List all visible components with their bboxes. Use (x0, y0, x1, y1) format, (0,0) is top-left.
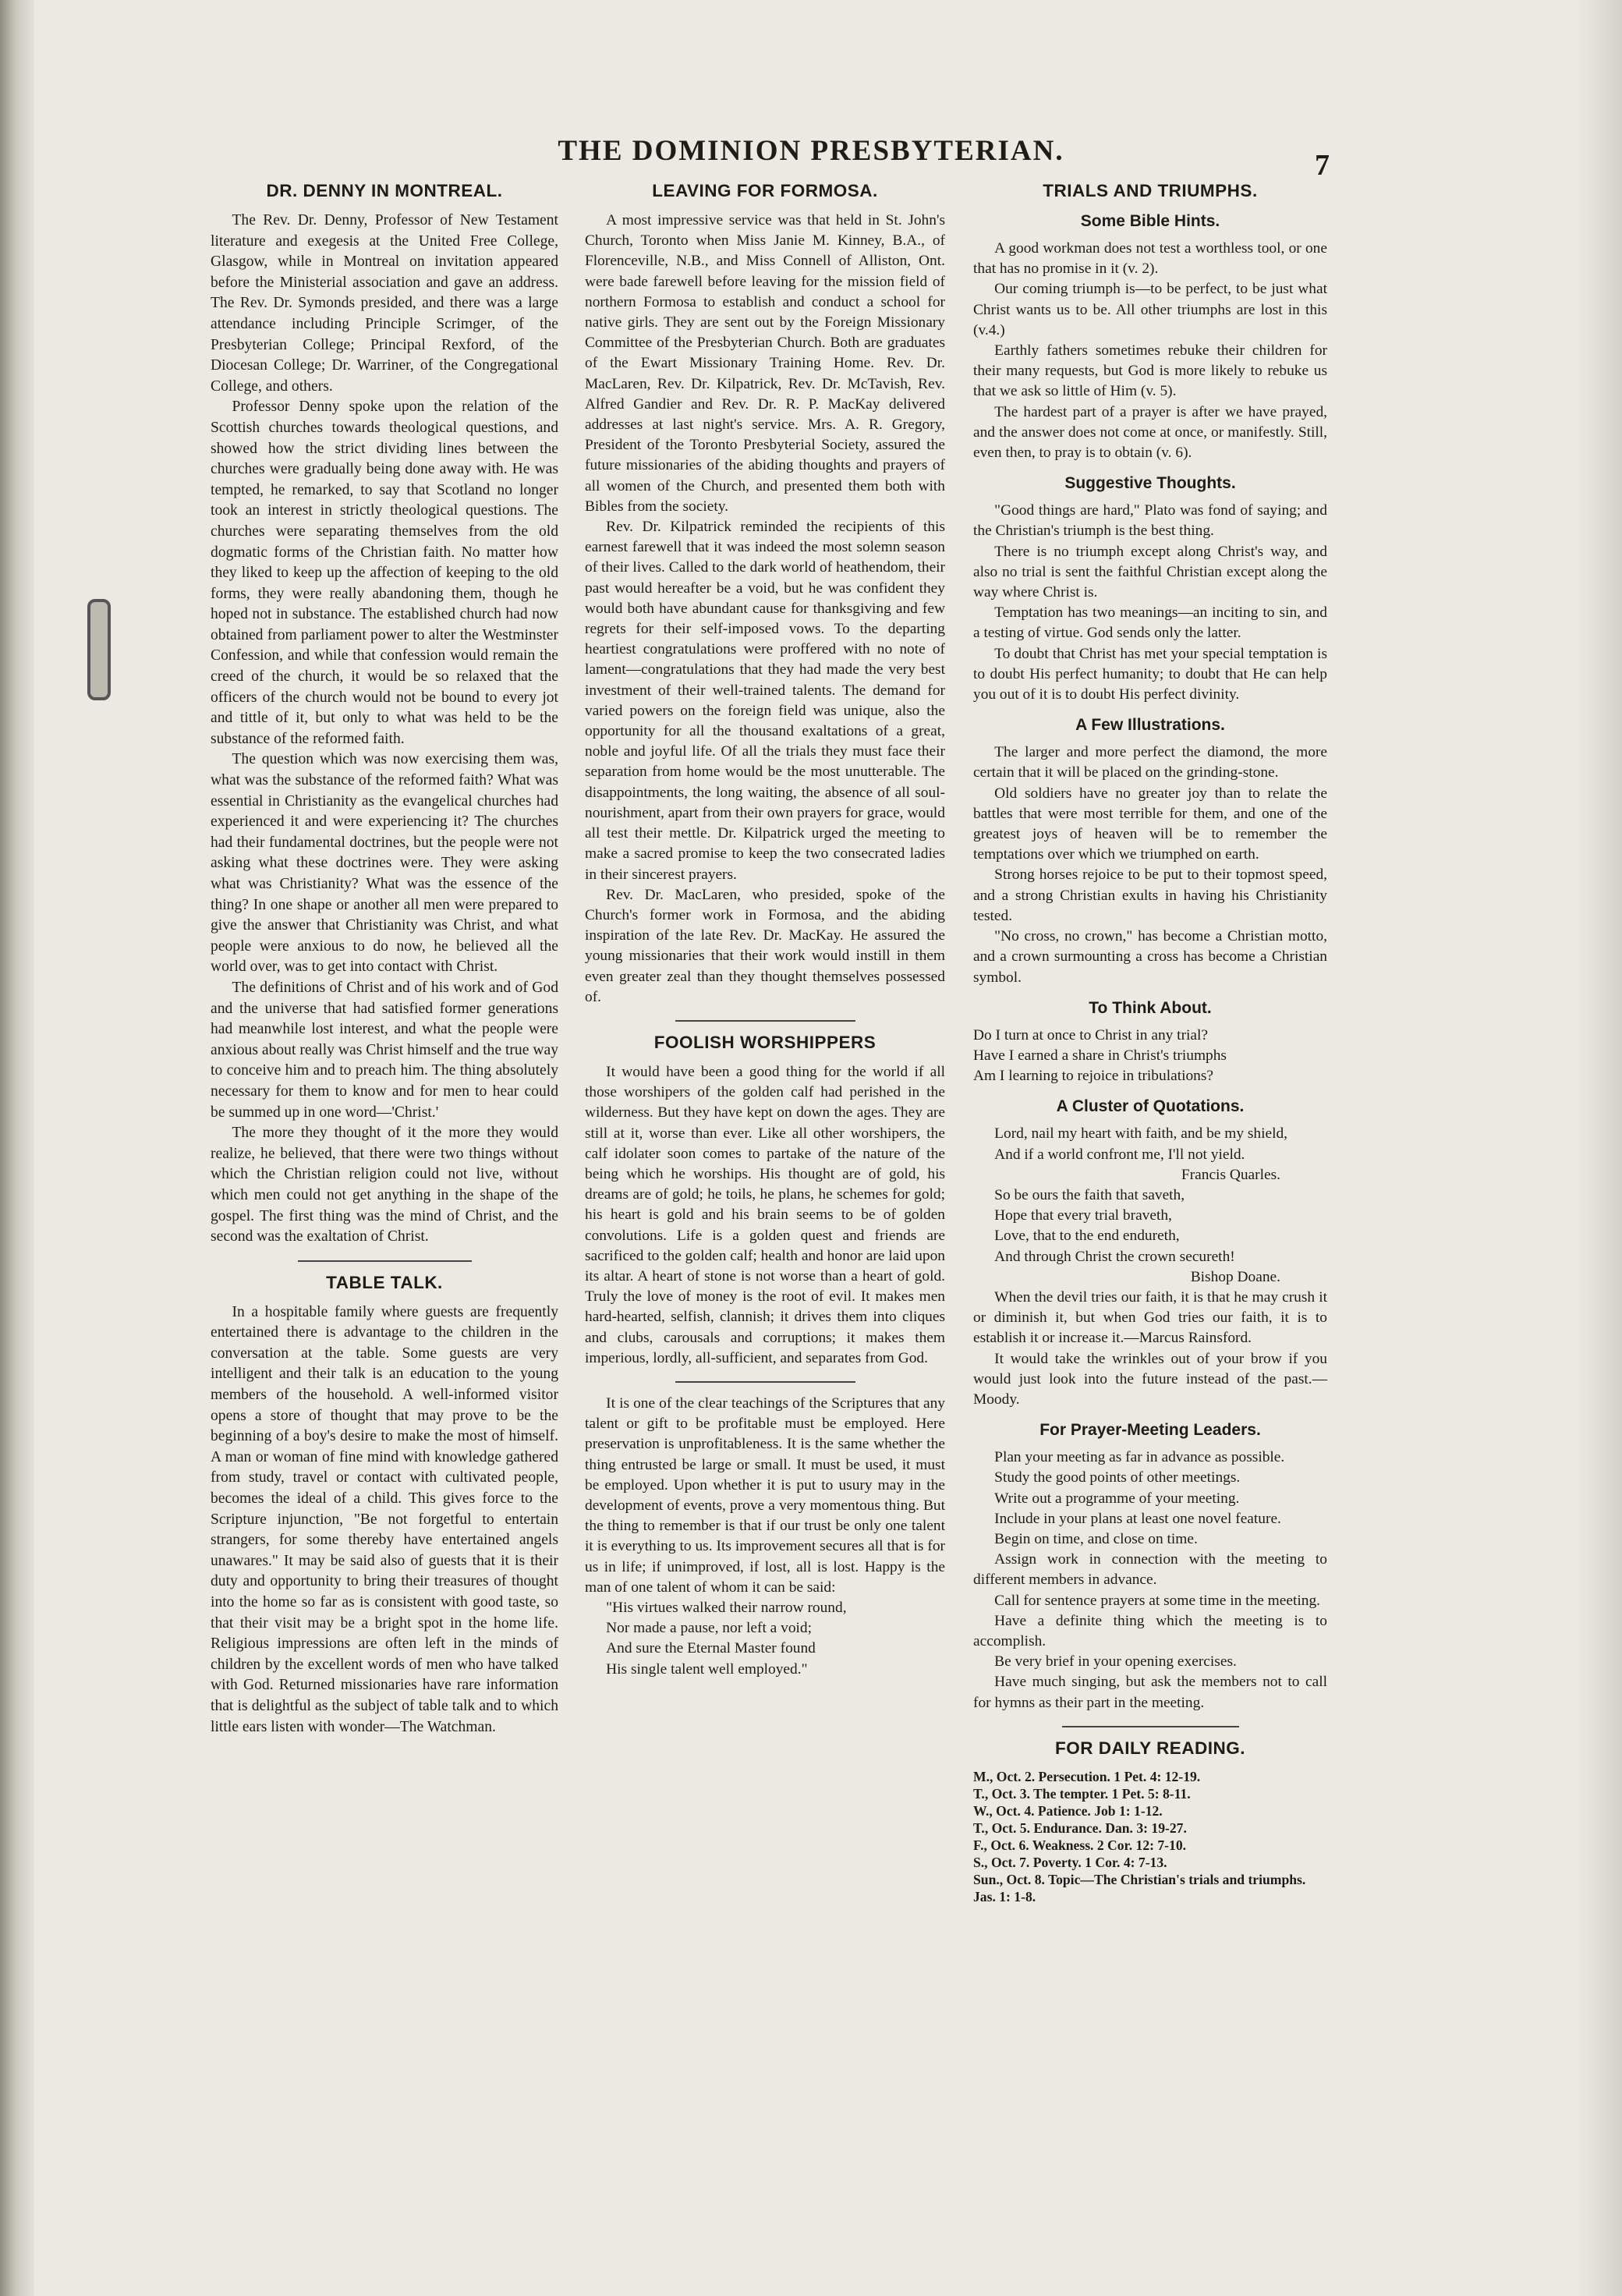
paragraph: A most impressive service was that held in St. John's Church, Toronto when Miss Janie M. Kinney, B.A., of Florenceville, N.B., and Miss Connell of Alliston, Ont. were bade farewell before leaving for the mission field of northern Formosa to establish and conduct a school for native girls. They are sent out by the Foreign Missionary Committee of the Presbyterian Church. Both are graduates of the Ewart Missionary Training Home. Rev. Dr. MacLaren, Rev. Dr. Kilpatrick, Rev. Dr. McTavish, Rev. Alfred Gandier and Rev. Dr. R. P. MacKay delivered addresses at last night's service. Mrs. A. R. Gregory, President of the Toronto Presbyterial Society, assured the future missionaries of the abiding thoughts and prayers of all women of the Church, and presented them both with Bibles from the society. (585, 212, 945, 515)
paragraph: In a hospitable family where guests are frequently entertained there is advantage to the children in the conversation at the table. Some guests are very intelligent and their talk is an education to the young members of the household. A well-informed visitor opens a store of thought that may prove to be the beginning of a boy's desire to make the most of himself. A man or woman of fine mind with knowledge gathered from study, travel or contact with cultivated people, becomes the ideal of a child. This gives force to the Scripture injunction, "Be not forgetful to entertain strangers, for some thereby have entertained angels unawares." It may be said also of guests that it is their duty and opportunity to bring their treasures of thought into the home so far as is consistent with good taste, so that their visit may be a bright spot in the home life. Religious impressions are often left in the minds of children by the excellent words of men who have talked with God. Returned missionaries have rare information that is delightful as the subject of table talk and to which little ears listen with wonder—The Watchman. (211, 1303, 558, 1735)
binder-clip (87, 599, 111, 700)
paragraph: The hardest part of a prayer is after we have prayed, and the answer does not come at once, or manifestly. Still, even then, to pray is to obtain (v. 6). (973, 403, 1327, 462)
paragraph: There is no triumph except along Christ's way, and also no trial is sent the faithful Christian except along the way where Christ is. (973, 543, 1327, 601)
paragraph: Earthly fathers sometimes rebuke their children for their many requests, but God is more likely to rebuke us that we ask so little of Him (v. 5). (973, 342, 1327, 400)
verse-line: "His virtues walked their narrow round, (606, 1600, 847, 1616)
reading-item: S., Oct. 7. Poverty. 1 Cor. 4: 7-13. (973, 1854, 1167, 1870)
article-title-denny: DR. DENNY IN MONTREAL. (266, 181, 503, 200)
paragraph: The question which was now exercising them was, what was the substance of the reformed faith? What was essential in Christianity as the evangelical churches had experienced it and were experiencing it? The churches had their fundamental doctrines, but the people were not asking what these doctrines were. They were asking what was Christianity? What was the essence of the thing? In one shape or another all men were prepared to give the answer that Christianity was Christ, and what people were anxious to do now, he believed all the world over, was to get into contact with Christ. (211, 751, 558, 976)
paragraph: Temptation has two meanings—an inciting to sin, and a testing of virtue. God sends only the latter. (973, 604, 1327, 642)
column-2 (585, 175, 945, 1680)
verse-line: Love, that to the end endureth, (994, 1228, 1180, 1245)
reading-item: T., Oct. 5. Endurance. Dan. 3: 19-27. (973, 1819, 1187, 1836)
paragraph: It would take the wrinkles out of your brow if you would just look into the future instead of the past.—Moody. (973, 1350, 1327, 1408)
divider (675, 1020, 855, 1022)
paragraph: The definitions of Christ and of his work and of God and the universe that had satisfied former generations had meanwhile lost interest, and what the people were anxious about really was Christ himself and the true way to conceive him and to preach him. The thing absolutely necessary for them to know and for men to hear could be summed up in one word—'Christ.' (211, 979, 558, 1121)
verse-line: And if a world confront me, I'll not yield. (994, 1146, 1245, 1163)
reading-item: W., Oct. 4. Patience. Job 1: 1-12. (973, 1802, 1163, 1819)
article-title-table-talk: TABLE TALK. (326, 1272, 443, 1292)
section-title-prayer-meeting: For Prayer-Meeting Leaders. (1039, 1421, 1261, 1440)
section-title-suggestive: Suggestive Thoughts. (1064, 474, 1236, 493)
paragraph: Strong horses rejoice to be put to their topmost speed, and a strong Christian exults in having his Christianity tested. (973, 866, 1327, 924)
section-title-quotations: A Cluster of Quotations. (1056, 1097, 1245, 1116)
verse-line: Hope that every trial braveth, (994, 1207, 1172, 1224)
paragraph: The more they thought of it the more they would realize, he believed, that there were two things without which the Christian religion could not live, without which men could not get anything in the shape of the gospel. The first thing was the mind of Christ, and the second was the exaltation of Christ. (211, 1125, 558, 1245)
paragraph: Be very brief in your opening exercises. (994, 1653, 1237, 1671)
paragraph: It would have been a good thing for the world if all those worshipers of the golden calf had perished in the wilderness. But they have kept on down the ages. They are still at it, worse than ever. Like all other worshipers, the calf idolater soon comes to partake of the nature of the being which he worships. His thought are of gold, his dreams are of gold; he toils, he plans, he schemes for gold; his heart is gold and his brain seems to be of golden convolutions. Life is a golden quest and friends are sacrificed to the golden calf; health and honor are laid upon its altar. A heart of stone is not worse than a heart of gold. Truly the love of money is the root of evil. It makes men hard-hearted, selfish, clannish; it drives them into cliques and clubs, carousals and corruptions; it makes them imperious, lordly, all-sufficient, and separates from God. (585, 1063, 945, 1366)
divider (675, 1381, 855, 1383)
question: Have I earned a share in Christ's triumphs (973, 1047, 1227, 1064)
verse-line: His single talent well employed." (606, 1660, 808, 1678)
question: Am I learning to rejoice in tribulations? (973, 1068, 1214, 1085)
verse-line: And sure the Eternal Master found (606, 1640, 816, 1657)
reading-item: M., Oct. 2. Persecution. 1 Pet. 4: 12-19. (973, 1768, 1201, 1784)
verse-line: Lord, nail my heart with faith, and be my shield, (994, 1125, 1288, 1143)
article-title-foolish-worshippers: FOOLISH WORSHIPPERS (653, 1032, 877, 1052)
paragraph: Have a definite thing which the meeting is to accomplish. (973, 1612, 1327, 1649)
quote-attribution: Bishop Doane. (1190, 1268, 1280, 1285)
paragraph: Call for sentence prayers at some time in the meeting. (994, 1592, 1320, 1609)
paragraph: Assign work in connection with the meeting to different members in advance. (973, 1551, 1327, 1589)
divider (298, 1260, 472, 1262)
paragraph: When the devil tries our faith, it is that he may crush it or diminish it, but when God tries our faith, it is to establish it or increase it.—Marcus Rainsford. (973, 1288, 1327, 1347)
paragraph: "Good things are hard," Plato was fond of saying; and the Christian's triumph is the best thing. (973, 502, 1327, 540)
question: Do I turn at once to Christ in any trial? (973, 1026, 1209, 1043)
section-title-think-about: To Think About. (1089, 998, 1212, 1017)
paragraph: Plan your meeting as far in advance as possible. (994, 1449, 1285, 1466)
paragraph: It is one of the clear teachings of the Scriptures that any talent or gift to be profitable must be employed. Here preservation is unprofitableness. It is the same whether the thing entrusted be large or small. It must be used, it must be employed. Upon whether it is put to usury may in the development of events, prove a very momentous thing. But the thing to remember is that if our trust be only one talent it is everything to us. Its improvement secures all that is for us in life; if unimproved, if lost, all is lost. Happy is the man of one talent of whom it can be said: (585, 1394, 945, 1596)
article-title-formosa: LEAVING FOR FORMOSA. (652, 181, 878, 200)
reading-item: F., Oct. 6. Weakness. 2 Cor. 12: 7-10. (973, 1837, 1187, 1853)
paragraph: Begin on time, and close on time. (994, 1530, 1198, 1547)
section-title-illustrations: A Few Illustrations. (1075, 716, 1225, 735)
paragraph: Have much singing, but ask the members not to call for hymns as their part in the meeting. (973, 1674, 1327, 1711)
section-title-daily-reading: FOR DAILY READING. (1054, 1738, 1246, 1758)
verse-line: And through Christ the crown secureth! (994, 1248, 1235, 1265)
binding-spine (0, 0, 34, 2296)
paragraph: Write out a programme of your meeting. (994, 1490, 1240, 1507)
paragraph: The Rev. Dr. Denny, Professor of New Testament literature and exegesis at the United Free College, Glasgow, while in Montreal on invitation appeared before the Ministerial association and gave an address. The Rev. Dr. Symonds presided, and there was a large attendance including Principle Scrimger, of the Presbyterian College; Principal Rexford, of the Diocesan College; Dr. Warriner, of the Congregational College, and others. (211, 212, 558, 395)
quote-attribution: Francis Quarles. (1181, 1166, 1280, 1183)
paragraph: Rev. Dr. Kilpatrick reminded the recipients of this earnest farewell that it was indeed the most solemn season of their lives. Called to the dark world of heathendom, their past would hereafter be a void, but he was confident they would both have abundant cause for thanksgiving and few regrets for their self-imposed vows. To the departing heartiest congratulations were proffered with no note of lament—congratulations that they had made the very best investment of their well-trained talents. The demand for varied powers on the foreign field was unique, also the opportunity for all the thousand exaltations of a great, noble and joyful life. Of all the trials they must face their separation from home would be the most unutterable. The disappointments, the long waiting, the absence of all soul-nourishment, apart from their own prayers for grace, would all test their mettle. Dr. Kilpatrick urged the meeting to make a sacred promise to keep the two consecrated ladies in their sincerest prayers. (585, 519, 946, 883)
daily-reading-list (973, 1768, 1327, 1905)
paragraph: "No cross, no crown," has become a Christian motto, and a crown surmounting a cross has become a Christian symbol. (973, 928, 1327, 986)
paragraph: Include in your plans at least one novel feature. (994, 1510, 1281, 1527)
reading-item: Sun., Oct. 8. Topic—The Christian's trials and triumphs. Jas. 1: 1-8. (973, 1871, 1306, 1904)
masthead: THE DOMINION PRESBYTERIAN. (558, 135, 1064, 167)
column-1 (211, 175, 558, 1738)
paragraph: Study the good points of other meetings. (994, 1469, 1241, 1486)
paragraph: Rev. Dr. MacLaren, who presided, spoke of the Church's former work in Formosa, and the abiding inspiration of the late Rev. Dr. MacKay. He assured the young missionaries that their work would instill in them even greater zeal than they thought themselves possessed of. (585, 886, 945, 1005)
reading-item: T., Oct. 3. The tempter. 1 Pet. 5: 8-11. (973, 1785, 1191, 1802)
paragraph: Our coming triumph is—to be perfect, to be just what Christ wants us to be. All other triumphs are lost in this (v.4.) (973, 281, 1327, 338)
page-edge-shadow (1575, 0, 1622, 2296)
paragraph: A good workman does not test a worthless tool, or one that has no promise in it (v. 2). (973, 240, 1327, 278)
paragraph: To doubt that Christ has met your special temptation is to doubt His perfect humanity; to doubt that He can help you out of it is to doubt His perfect divinity. (973, 645, 1327, 703)
paragraph: The larger and more perfect the diamond, the more certain that it will be placed on the grinding-stone. (973, 744, 1327, 781)
verse-line: So be ours the faith that saveth, (994, 1186, 1185, 1203)
paragraph: Professor Denny spoke upon the relation of the Scottish churches towards theological questions, and showed how the strict dividing lines between the churches were gradually being done away with. He was tempted, he remarked, to say that Scotland no longer took an interest in strictly theological questions. The churches were separating themselves from the old dogmatic forms of the Christian faith. No matter how they liked to keep up the affection of keeping to the old forms, they were really abandoning them, though he hoped not in substance. The established church had now obtained from parliament power to alter the Westminster Confession, and while that confession would remain the creed of the church, it would be so relaxed that the officers of the church would not be bound to every jot and tittle of it, but only to what was held to be the substance of the reformed faith. (211, 399, 558, 747)
page-number: 7 (1315, 149, 1330, 182)
paragraph: Old soldiers have no greater joy than to relate the battles that were most terrible for them, and one of the greatest joys of heaven will be to remember the temptations over which we triumphed on earth. (973, 785, 1327, 863)
verse-line: Nor made a pause, nor left a void; (606, 1620, 812, 1637)
divider (1062, 1726, 1239, 1727)
column-3 (973, 175, 1327, 1905)
article-title-trials: TRIALS AND TRIUMPHS. (1043, 181, 1258, 200)
section-title-bible-hints: Some Bible Hints. (1080, 212, 1220, 230)
